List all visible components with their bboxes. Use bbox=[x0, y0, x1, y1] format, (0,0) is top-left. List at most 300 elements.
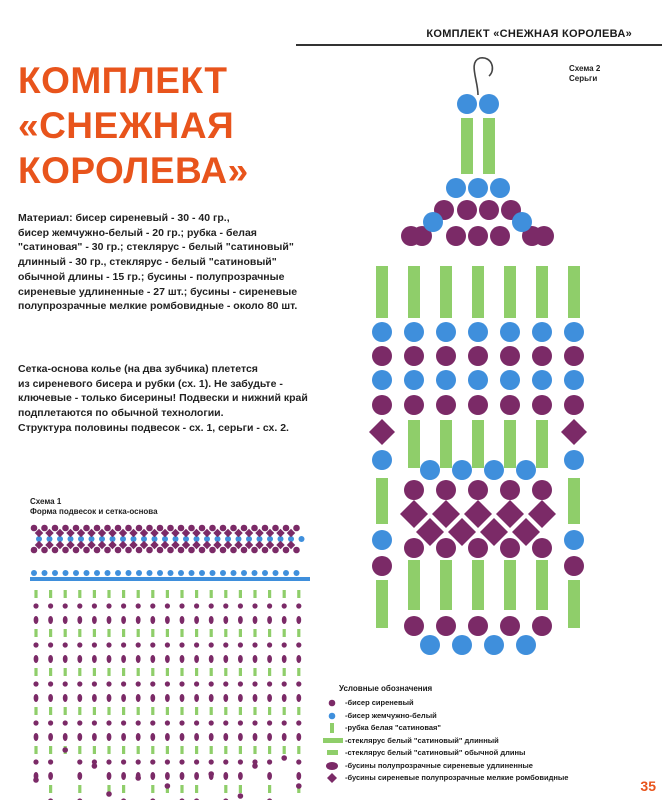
oval-bead bbox=[209, 616, 214, 624]
bead bbox=[457, 94, 477, 114]
bead bbox=[490, 226, 510, 246]
instructions-line: ключевые - только бисерины! Подвески и нижний край bbox=[18, 392, 308, 405]
bugle bbox=[568, 580, 580, 628]
bead bbox=[404, 395, 424, 415]
oval-bead bbox=[63, 616, 68, 624]
bead bbox=[564, 450, 584, 470]
bugle bbox=[283, 746, 286, 754]
bugle bbox=[180, 668, 183, 676]
bead bbox=[372, 370, 392, 390]
bugle bbox=[107, 707, 110, 715]
bead bbox=[121, 642, 126, 647]
bead bbox=[136, 525, 143, 532]
bead bbox=[484, 635, 504, 655]
bugle bbox=[122, 746, 125, 754]
bead bbox=[468, 370, 488, 390]
bugle bbox=[151, 668, 154, 676]
oval-bead bbox=[121, 616, 126, 624]
bead bbox=[208, 771, 214, 777]
bead bbox=[238, 642, 243, 647]
oval-bead bbox=[253, 733, 258, 741]
bugle bbox=[239, 629, 242, 637]
bugle bbox=[461, 118, 473, 174]
bead bbox=[194, 681, 199, 686]
bugle bbox=[166, 668, 169, 676]
bead bbox=[63, 681, 68, 686]
oval-bead bbox=[267, 772, 272, 780]
bead bbox=[436, 322, 456, 342]
bugle bbox=[268, 629, 271, 637]
bugle bbox=[504, 420, 516, 468]
bugle bbox=[210, 707, 213, 715]
rhombus-bead bbox=[496, 500, 524, 528]
bead bbox=[165, 681, 170, 686]
bead bbox=[532, 395, 552, 415]
bead bbox=[564, 370, 584, 390]
bead bbox=[189, 570, 195, 576]
bead bbox=[179, 759, 184, 764]
long-bugle-swatch bbox=[321, 735, 343, 747]
bugle bbox=[253, 590, 256, 598]
bead bbox=[92, 763, 98, 769]
bead bbox=[564, 530, 584, 550]
bead bbox=[165, 720, 170, 725]
bead bbox=[267, 681, 272, 686]
bugle bbox=[283, 668, 286, 676]
bugle bbox=[224, 590, 227, 598]
oval-bead bbox=[223, 694, 228, 702]
oval-bead bbox=[34, 733, 39, 741]
legend-label: -стеклярус белый "сатиновый" обычной длины bbox=[345, 748, 526, 757]
oval-bead bbox=[136, 694, 141, 702]
bugle bbox=[408, 420, 420, 468]
ear-hook bbox=[474, 58, 492, 95]
oval-bead bbox=[194, 772, 199, 780]
oval-bead bbox=[121, 733, 126, 741]
bead bbox=[33, 681, 38, 686]
purple-bead-swatch bbox=[321, 697, 343, 709]
bead bbox=[296, 783, 302, 789]
bugle bbox=[268, 785, 271, 793]
oval-bead bbox=[223, 733, 228, 741]
bead bbox=[241, 525, 248, 532]
oval-bead bbox=[48, 733, 53, 741]
bugle bbox=[34, 668, 37, 676]
bead bbox=[178, 547, 185, 554]
bead bbox=[42, 570, 48, 576]
bead bbox=[490, 178, 510, 198]
legend-label: -рубка белая "сатиновая" bbox=[345, 723, 441, 732]
bead bbox=[564, 556, 584, 576]
oval-bead bbox=[34, 616, 39, 624]
bead bbox=[436, 538, 456, 558]
bugle bbox=[283, 707, 286, 715]
bead bbox=[404, 346, 424, 366]
bead bbox=[105, 570, 111, 576]
bugle bbox=[195, 629, 198, 637]
bead bbox=[251, 547, 258, 554]
bead bbox=[272, 547, 279, 554]
oval-bead bbox=[282, 733, 287, 741]
bead bbox=[150, 720, 155, 725]
bugle bbox=[268, 668, 271, 676]
bead bbox=[194, 603, 199, 608]
oval-bead bbox=[267, 733, 272, 741]
bead bbox=[500, 538, 520, 558]
oval-bead bbox=[194, 616, 199, 624]
oval-bead bbox=[92, 616, 97, 624]
bugle bbox=[151, 746, 154, 754]
bead bbox=[479, 94, 499, 114]
legend-label: -бисер сиреневый bbox=[345, 698, 414, 707]
bead bbox=[401, 226, 421, 246]
bead bbox=[52, 547, 59, 554]
bugle bbox=[504, 266, 516, 318]
oval-bead bbox=[282, 694, 287, 702]
materials-line: сиреневые удлиненные - 27 шт.; бусины - сиреневые bbox=[18, 285, 298, 298]
bead bbox=[238, 720, 243, 725]
bead bbox=[404, 538, 424, 558]
bugle bbox=[107, 746, 110, 754]
bead bbox=[73, 570, 79, 576]
bead bbox=[220, 547, 227, 554]
bead bbox=[48, 642, 53, 647]
bugle bbox=[268, 590, 271, 598]
bead bbox=[252, 642, 257, 647]
bead bbox=[282, 603, 287, 608]
scheme-2-caption: Серьги bbox=[569, 74, 598, 83]
bugle bbox=[166, 746, 169, 754]
scheme-1-caption: Форма подвесок и сетка-основа bbox=[30, 507, 158, 516]
bead bbox=[209, 603, 214, 608]
rhombus-bead bbox=[432, 500, 460, 528]
bead bbox=[238, 759, 243, 764]
oval-bead bbox=[238, 655, 243, 663]
bugle bbox=[283, 590, 286, 598]
instructions-line: подплетаются по обычной технологии. bbox=[18, 407, 224, 420]
bead bbox=[92, 603, 97, 608]
bugle bbox=[376, 266, 388, 318]
bugle bbox=[224, 668, 227, 676]
bead bbox=[283, 547, 290, 554]
bead bbox=[223, 759, 228, 764]
bead bbox=[251, 525, 258, 532]
bead bbox=[77, 681, 82, 686]
oval-bead bbox=[77, 655, 82, 663]
bead bbox=[404, 616, 424, 636]
bead bbox=[252, 570, 258, 576]
bead bbox=[238, 681, 243, 686]
bead bbox=[165, 603, 170, 608]
oval-bead bbox=[121, 655, 126, 663]
oval-bead bbox=[150, 772, 155, 780]
materials-line: длинный - 30 гр., стеклярус - белый "сатиновый" bbox=[18, 256, 277, 269]
bugle bbox=[78, 668, 81, 676]
bead bbox=[179, 603, 184, 608]
blue-bead-swatch bbox=[321, 710, 343, 722]
bead bbox=[293, 525, 300, 532]
bead bbox=[121, 720, 126, 725]
oval-bead bbox=[296, 655, 301, 663]
bugle bbox=[137, 707, 140, 715]
bead bbox=[500, 395, 520, 415]
bugle bbox=[195, 746, 198, 754]
bead bbox=[436, 346, 456, 366]
oval-bead bbox=[180, 655, 185, 663]
legend-item bbox=[321, 735, 641, 748]
bead bbox=[293, 547, 300, 554]
bugle bbox=[107, 629, 110, 637]
bead bbox=[92, 681, 97, 686]
bead bbox=[231, 570, 237, 576]
bead bbox=[238, 793, 244, 799]
bead bbox=[223, 681, 228, 686]
bugle bbox=[239, 590, 242, 598]
bugle bbox=[180, 590, 183, 598]
bugle bbox=[122, 629, 125, 637]
bugle bbox=[440, 420, 452, 468]
bead bbox=[115, 570, 121, 576]
bead bbox=[31, 547, 38, 554]
oval-bead bbox=[136, 655, 141, 663]
oval-bead bbox=[165, 733, 170, 741]
bead bbox=[106, 603, 111, 608]
bead bbox=[296, 720, 301, 725]
bugle bbox=[49, 707, 52, 715]
bead bbox=[209, 759, 214, 764]
legend-title: Условные обозначения bbox=[339, 684, 433, 693]
bead bbox=[31, 570, 37, 576]
instructions-line: Структура половины подвесок - сх. 1, серьги - сх. 2. bbox=[18, 421, 289, 434]
bead bbox=[48, 603, 53, 608]
legend-label: -бусины полупрозрачные сиреневые удлиненные bbox=[345, 760, 533, 770]
scheme-2-number: Схема 2 bbox=[569, 64, 601, 73]
bead bbox=[94, 525, 101, 532]
bead bbox=[404, 370, 424, 390]
oval-bead bbox=[253, 655, 258, 663]
bead bbox=[372, 530, 392, 550]
oval-bead-swatch bbox=[321, 760, 343, 772]
bugle bbox=[268, 746, 271, 754]
bugle bbox=[210, 629, 213, 637]
rhombus-bead bbox=[561, 419, 587, 445]
bead bbox=[468, 346, 488, 366]
bead bbox=[468, 226, 488, 246]
bead bbox=[532, 346, 552, 366]
bead bbox=[115, 547, 122, 554]
bead bbox=[179, 720, 184, 725]
oval-bead bbox=[165, 772, 170, 780]
bead bbox=[468, 538, 488, 558]
bugle bbox=[210, 746, 213, 754]
bead bbox=[500, 322, 520, 342]
bugle bbox=[166, 590, 169, 598]
oval-bead bbox=[92, 733, 97, 741]
bead bbox=[33, 642, 38, 647]
bead bbox=[534, 226, 554, 246]
bead bbox=[33, 720, 38, 725]
oval-bead bbox=[296, 772, 301, 780]
bead bbox=[283, 570, 289, 576]
bead bbox=[106, 720, 111, 725]
bead bbox=[468, 178, 488, 198]
bead bbox=[199, 570, 205, 576]
bead bbox=[283, 525, 290, 532]
bugle bbox=[122, 707, 125, 715]
bead bbox=[273, 570, 279, 576]
bugle bbox=[472, 420, 484, 468]
bead bbox=[372, 322, 392, 342]
bugle bbox=[408, 560, 420, 610]
bead bbox=[62, 525, 69, 532]
bugle bbox=[78, 590, 81, 598]
bead bbox=[267, 642, 272, 647]
bead bbox=[136, 570, 142, 576]
oval-bead bbox=[238, 772, 243, 780]
legend-label: -стеклярус белый "сатиновый" длинный bbox=[345, 735, 499, 745]
oval-bead bbox=[136, 616, 141, 624]
bead bbox=[136, 642, 141, 647]
bead bbox=[220, 525, 227, 532]
bugle bbox=[472, 560, 484, 610]
bugle bbox=[253, 746, 256, 754]
oval-bead bbox=[165, 655, 170, 663]
bead bbox=[165, 642, 170, 647]
bugle bbox=[536, 560, 548, 610]
rhombus-bead bbox=[369, 419, 395, 445]
bead bbox=[147, 570, 153, 576]
oval-bead bbox=[34, 655, 39, 663]
legend-label: -бусины сиреневые полупрозрачные мелкие ромбовидные bbox=[345, 773, 569, 782]
bugle bbox=[151, 785, 154, 793]
oval-bead bbox=[180, 616, 185, 624]
bead bbox=[167, 525, 174, 532]
page-number: 35 bbox=[640, 778, 656, 794]
bugle bbox=[568, 478, 580, 524]
bugle bbox=[122, 785, 125, 793]
bead bbox=[146, 525, 153, 532]
bead bbox=[33, 759, 38, 764]
bead bbox=[63, 720, 68, 725]
bead bbox=[296, 681, 301, 686]
bead bbox=[121, 759, 126, 764]
bead bbox=[532, 322, 552, 342]
bead bbox=[178, 525, 185, 532]
bead bbox=[63, 570, 69, 576]
oval-bead bbox=[48, 616, 53, 624]
bead bbox=[500, 616, 520, 636]
bead bbox=[52, 525, 59, 532]
bead bbox=[84, 570, 90, 576]
oval-bead bbox=[48, 694, 53, 702]
bead bbox=[104, 525, 111, 532]
oval-bead bbox=[136, 733, 141, 741]
bead bbox=[199, 547, 206, 554]
title-line-2: «СНЕЖНАЯ bbox=[18, 105, 235, 146]
legend-item bbox=[321, 722, 641, 735]
bead bbox=[436, 395, 456, 415]
oval-bead bbox=[180, 772, 185, 780]
net-bottom-row bbox=[30, 577, 310, 581]
bugle bbox=[224, 785, 227, 793]
title-line-3: КОРОЛЕВА» bbox=[18, 150, 249, 191]
bead bbox=[63, 642, 68, 647]
bead bbox=[423, 212, 443, 232]
bugle bbox=[239, 668, 242, 676]
running-header: КОМПЛЕКТ «СНЕЖНАЯ КОРОЛЕВА» bbox=[426, 28, 632, 40]
bead bbox=[199, 525, 206, 532]
bead bbox=[230, 525, 237, 532]
bead bbox=[209, 525, 216, 532]
bead bbox=[194, 642, 199, 647]
oval-bead bbox=[107, 655, 112, 663]
bugle bbox=[180, 746, 183, 754]
bugle bbox=[536, 420, 548, 468]
bead bbox=[150, 759, 155, 764]
bead bbox=[136, 720, 141, 725]
legend-item bbox=[321, 747, 641, 760]
bead bbox=[500, 346, 520, 366]
oval-bead bbox=[209, 694, 214, 702]
oval-bead bbox=[194, 655, 199, 663]
bead bbox=[106, 791, 112, 797]
bead bbox=[136, 547, 143, 554]
bead bbox=[136, 603, 141, 608]
oval-bead bbox=[77, 772, 82, 780]
oval-bead bbox=[121, 694, 126, 702]
bugle bbox=[297, 629, 300, 637]
legend-item bbox=[321, 697, 641, 710]
rhombus-bead bbox=[464, 500, 492, 528]
materials-line: бисер жемчужно-белый - 20 гр.; рубка - белая bbox=[18, 226, 257, 239]
oval-bead bbox=[165, 694, 170, 702]
bugle bbox=[151, 629, 154, 637]
oval-bead bbox=[150, 694, 155, 702]
bead bbox=[446, 178, 466, 198]
bead bbox=[220, 570, 226, 576]
bead bbox=[209, 642, 214, 647]
oval-bead bbox=[223, 655, 228, 663]
bead bbox=[262, 547, 269, 554]
bead bbox=[52, 570, 58, 576]
rhombus-bead bbox=[528, 500, 556, 528]
bead bbox=[252, 720, 257, 725]
oval-bead bbox=[165, 616, 170, 624]
oval-bead bbox=[296, 733, 301, 741]
bugle-swatch bbox=[321, 747, 343, 759]
bugle bbox=[151, 707, 154, 715]
bead bbox=[188, 525, 195, 532]
bugle bbox=[504, 560, 516, 610]
bead bbox=[178, 570, 184, 576]
rhombus-bead-swatch bbox=[321, 772, 343, 784]
bead bbox=[241, 547, 248, 554]
bugle bbox=[49, 746, 52, 754]
bugle bbox=[297, 668, 300, 676]
bugle bbox=[64, 668, 67, 676]
bugle bbox=[78, 746, 81, 754]
oval-bead bbox=[296, 616, 301, 624]
bugle bbox=[195, 707, 198, 715]
oval-bead bbox=[282, 655, 287, 663]
bead bbox=[157, 570, 163, 576]
bead bbox=[48, 759, 53, 764]
oval-bead bbox=[194, 694, 199, 702]
bead bbox=[564, 346, 584, 366]
bead bbox=[136, 759, 141, 764]
bead bbox=[33, 777, 39, 783]
bugle bbox=[376, 580, 388, 628]
